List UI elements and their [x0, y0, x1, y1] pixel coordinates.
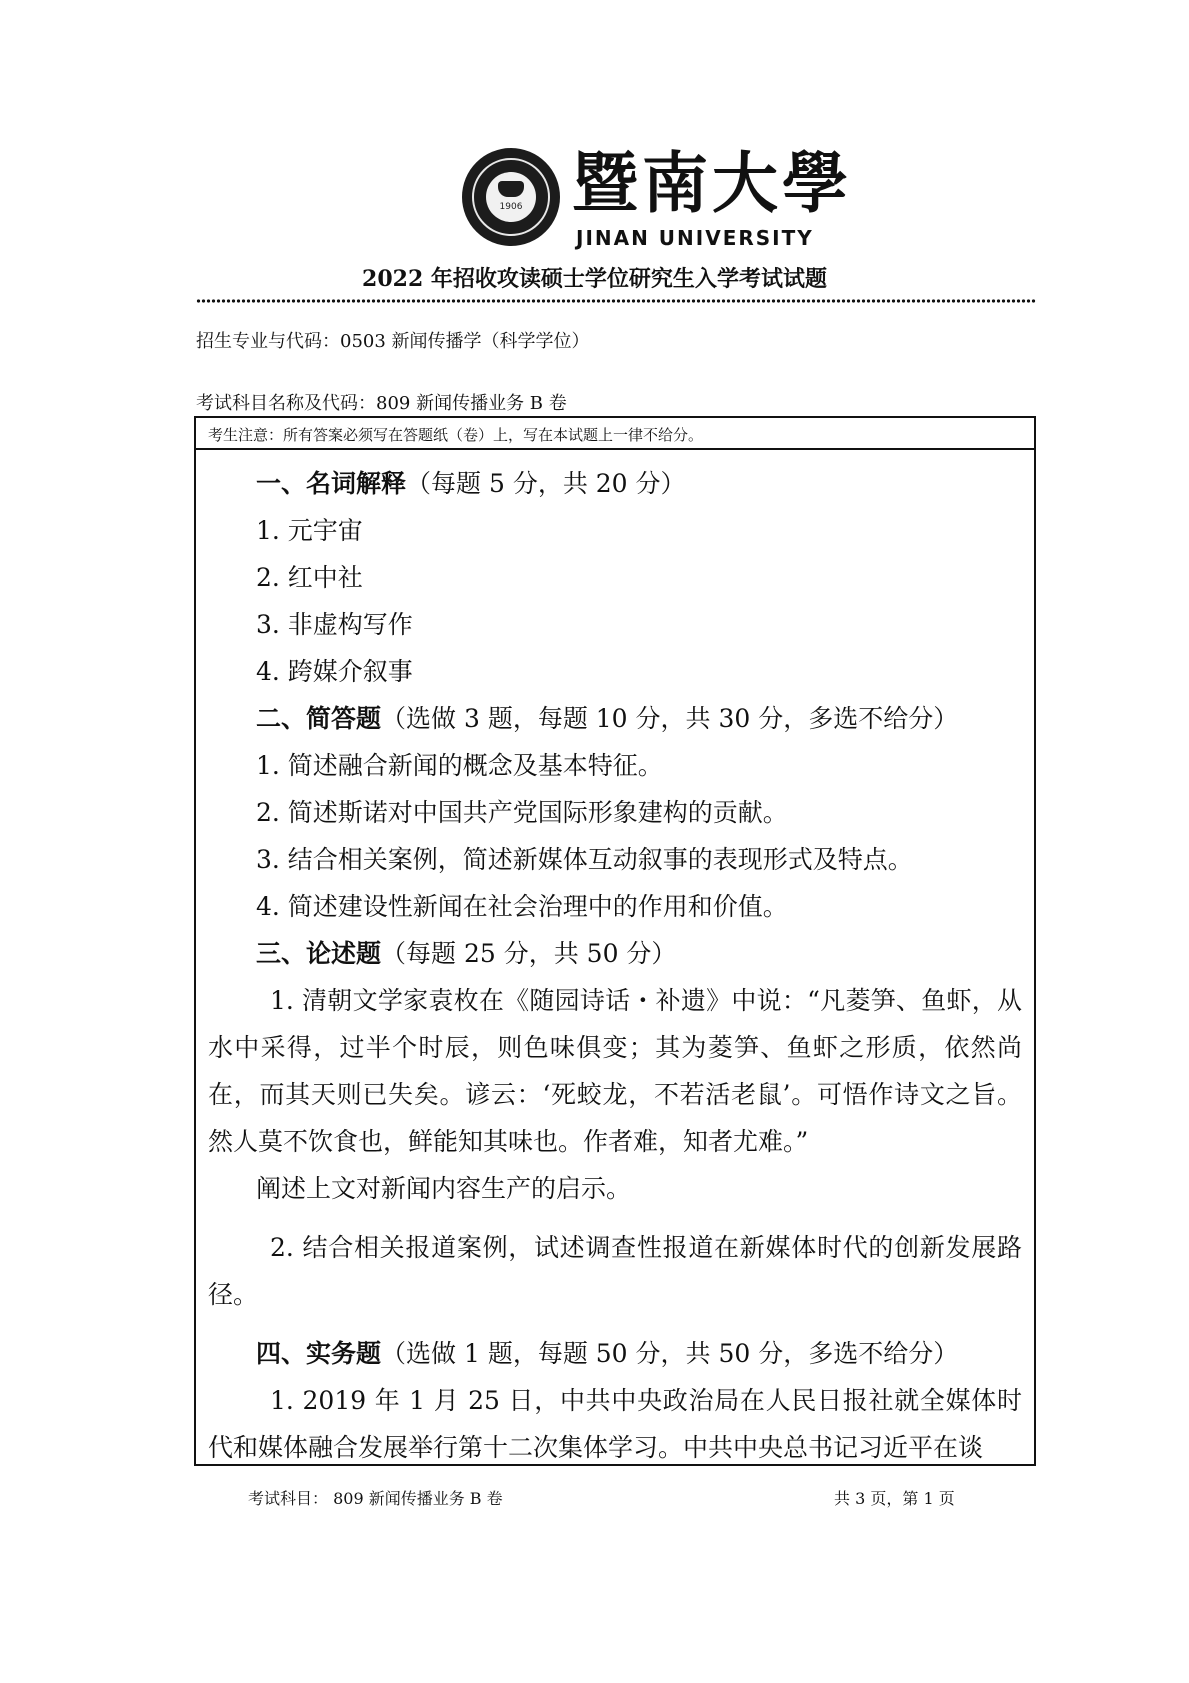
dotted-divider [196, 298, 1036, 304]
section-rule: （每题 5 分，共 20 分） [406, 469, 686, 498]
candidate-notice: 考生注意：所有答案必须写在答题纸（卷）上，写在本试题上一律不给分。 [196, 418, 1034, 450]
section-rule: （每题 25 分，共 50 分） [381, 939, 677, 968]
section-title: 三、论述题 [256, 939, 382, 968]
list-item: 4. 跨媒介叙事 [256, 657, 413, 686]
essay-prompt: 阐述上文对新闻内容生产的启示。 [256, 1174, 632, 1203]
list-item: 1. 元宇宙 [256, 516, 363, 545]
list-item: 1. 简述融合新闻的概念及基本特征。 [256, 751, 663, 780]
essay-question: 1. 清朝文学家袁枚在《随园诗话・补遗》中说：“凡菱笋、鱼虾，从水中采得，过半个时辰，则色味俱变；其为菱笋、鱼虾之形质，依然尚在，而其天则已失矣。谚云：‘死蛟龙，不若活老鼠’。可悟作诗文之旨。然人莫不饮食也，鲜能知其味也。作者难，知者尤难。” [208, 986, 1022, 1156]
essay-question: 2. 结合相关报道案例，试述调查性报道在新媒体时代的创新发展路径。 [208, 1233, 1022, 1309]
major-code: 招生专业与代码：0503 新闻传播学（科学学位） [196, 331, 590, 352]
section-title: 二、简答题 [256, 704, 382, 733]
university-seal [462, 148, 560, 246]
footer-subject: 考试科目： 809 新闻传播业务 B 卷 [248, 1489, 503, 1508]
seal-year: 1906 [499, 202, 523, 212]
seal-emblem [486, 172, 536, 222]
section-rule: （选做 1 题，每题 50 分，共 50 分，多选不给分） [381, 1339, 959, 1368]
question-body [194, 460, 1036, 1471]
practice-question: 1. 2019 年 1 月 25 日，中共中央政治局在人民日报社就全媒体时代和媒体融合发展举行第十二次集体学习。中共中央总书记习近平在谈 [208, 1386, 1022, 1462]
seal-emblem-icon [498, 181, 524, 197]
list-item: 2. 简述斯诺对中国共产党国际形象建构的贡献。 [256, 798, 788, 827]
subject-code: 考试科目名称及代码：809 新闻传播业务 B 卷 [196, 393, 567, 414]
section-heading [194, 1330, 1036, 1377]
section-heading [194, 460, 1036, 507]
list-item: 3. 非虚构写作 [256, 610, 413, 639]
section-heading [194, 695, 1036, 742]
university-name-cn: 暨南大學 [572, 144, 852, 222]
section-rule: （选做 3 题，每题 10 分，共 30 分，多选不给分） [381, 704, 959, 733]
footer-page: 共 3 页，第 1 页 [834, 1489, 955, 1508]
list-item: 2. 红中社 [256, 563, 363, 592]
section-title: 四、实务题 [256, 1339, 382, 1368]
list-item: 4. 简述建设性新闻在社会治理中的作用和价值。 [256, 892, 788, 921]
section-heading [194, 930, 1036, 977]
university-name-en: JINAN UNIVERSITY [576, 226, 814, 250]
section-title: 一、名词解释 [256, 469, 407, 498]
exam-title: 2022 年招收攻读硕士学位研究生入学考试试题 [362, 266, 827, 292]
list-item: 3. 结合相关案例，简述新媒体互动叙事的表现形式及特点。 [256, 845, 913, 874]
